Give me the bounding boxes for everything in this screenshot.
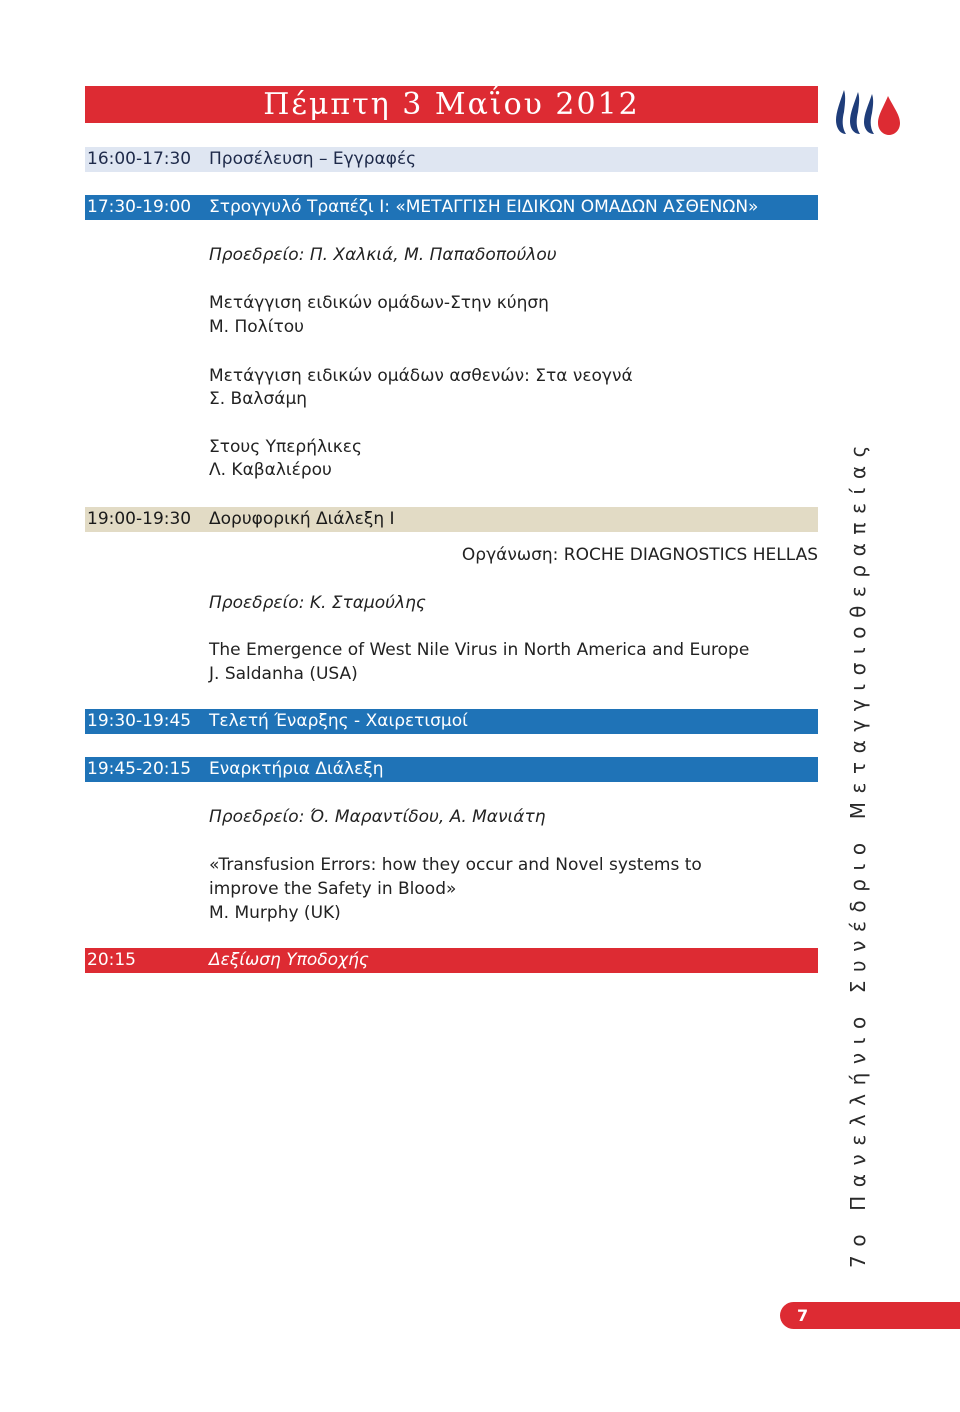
session-label: Εναρκτήρια Διάλεξη [209,759,384,779]
session-organizer: Οργάνωση: ROCHE DIAGNOSTICS HELLAS [461,545,818,565]
session-label: Στρογγυλό Τραπέζι Ι: «ΜΕΤΑΓΓΙΣΗ ΕΙΔΙΚΩΝ ΟΜΑΔΩΝ ΑΣΘΕΝΩΝ» [209,197,759,217]
talk-title: Μετάγγιση ειδικών ομάδων-Στην κύηση [209,293,549,313]
talk-speaker: M. Murphy (UK) [209,903,341,923]
talk-speaker: Λ. Καβαλιέρου [209,460,332,480]
talk-speaker: Σ. Βαλσάμη [209,389,308,409]
talk-speaker: Μ. Πολίτου [209,317,304,337]
session-chairs: Προεδρείο: Κ. Σταμούλης [209,593,426,613]
schedule-row-reception [85,948,818,973]
schedule-row-opening-lecture [85,757,818,782]
session-label: Προσέλευση – Εγγραφές [209,149,417,169]
talk-title: Μετάγγιση ειδικών ομάδων ασθενών: Στα νεογνά [209,366,633,386]
schedule-row-opening-ceremony [85,709,818,734]
session-chairs: Προεδρείο: Π. Χαλκιά, Μ. Παπαδοπούλου [209,245,557,265]
blood-drop-logo-icon [834,82,902,138]
schedule-row-round-table [85,195,818,220]
page-number: 7 [780,1302,960,1329]
session-label: Δεξίωση Υποδοχής [209,950,369,970]
schedule-row-registration [85,147,818,172]
page-title: Πέμπτη 3 Μαΐου 2012 [85,86,818,123]
conference-name-vertical: 7ο Πανελλήνιο Συνέδριο Μεταγγισιοθεραπείας [846,437,870,1268]
time-slot: 19:45-20:15 [87,759,192,779]
time-slot: 16:00-17:30 [87,149,192,169]
talk-title-line-1: «Transfusion Errors: how they occur and Novel systems to [209,855,702,875]
talk-title: The Emergence of West Nile Virus in North America and Europe [209,640,750,660]
time-slot: 19:00-19:30 [87,509,192,529]
time-slot: 20:15 [87,950,136,970]
session-label: Τελετή Έναρξης - Χαιρετισμοί [209,711,468,731]
talk-speaker: J. Saldanha (USA) [209,664,358,684]
time-slot: 17:30-19:00 [87,197,192,217]
session-chairs: Προεδρείο: Ό. Μαραντίδου, Α. Μανιάτη [209,807,546,827]
schedule-row-satellite-lecture [85,507,818,532]
time-slot: 19:30-19:45 [87,711,192,731]
talk-title-line-2: improve the Safety in Blood» [209,879,457,899]
talk-title: Στους Υπερήλικες [209,437,362,457]
session-label: Δορυφορική Διάλεξη Ι [209,509,395,529]
